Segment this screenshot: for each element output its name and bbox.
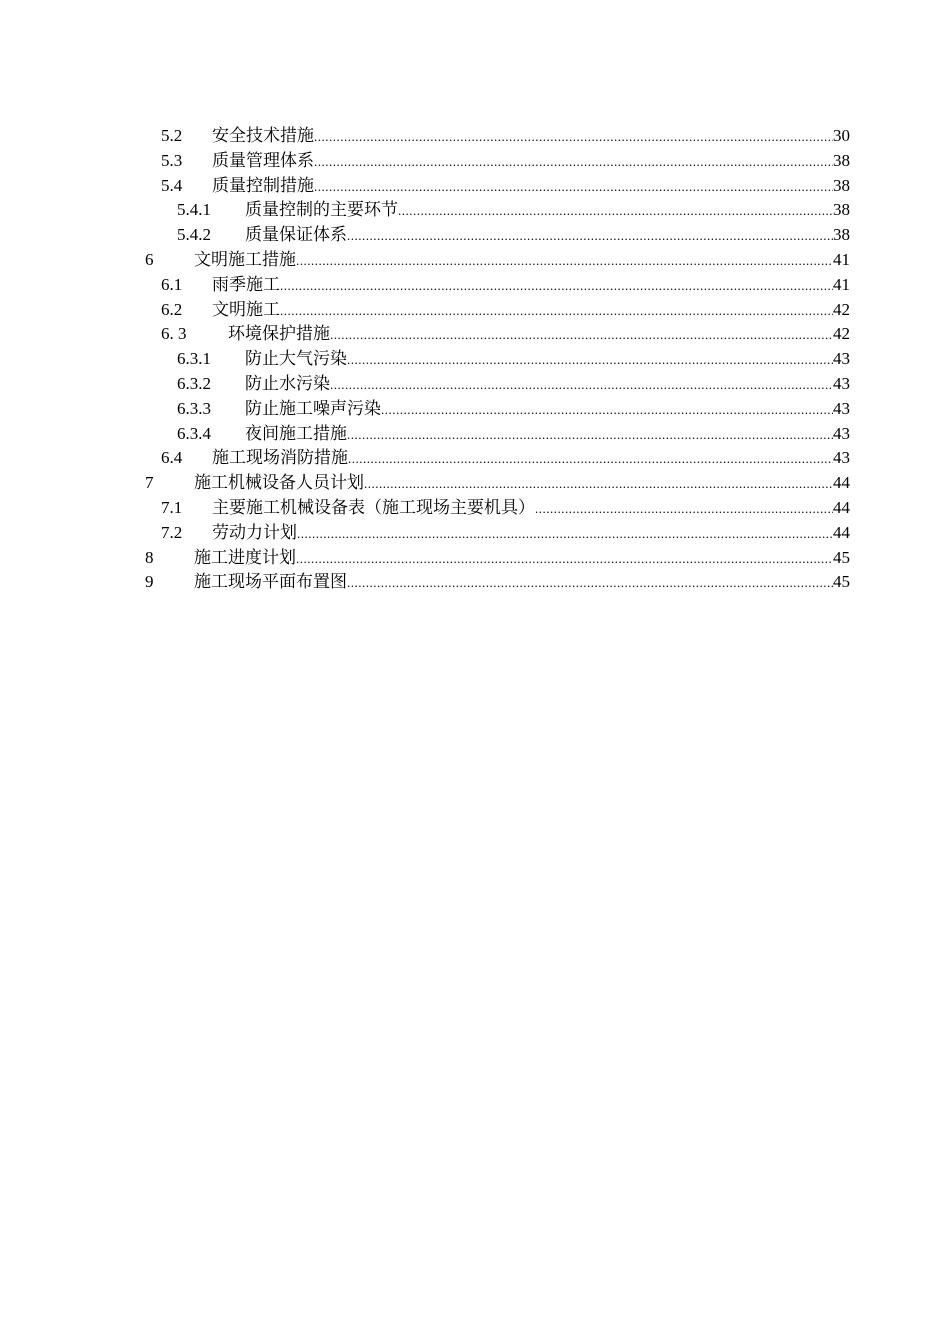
toc-entry-number: 6.3.4: [177, 423, 211, 443]
toc-entry[interactable]: [0, 248, 950, 273]
toc-entry-title: 环境保护措施: [228, 322, 330, 347]
toc-entry-title: 主要施工机械设备表（施工现场主要机具）: [212, 496, 535, 521]
toc-entry-title: 质量控制的主要环节: [245, 198, 398, 223]
toc-entry-title: 质量保证体系: [245, 223, 347, 248]
toc-entry-number: 6.1: [161, 274, 183, 294]
toc-entry-page: 44: [833, 497, 850, 517]
toc-entry-title: 安全技术措施: [212, 124, 314, 149]
table-of-contents: [0, 124, 950, 595]
toc-entry-number: 6.3.1: [177, 349, 211, 369]
toc-entry[interactable]: [0, 124, 950, 149]
toc-entry-page: 42: [833, 324, 850, 344]
toc-entry-line: [245, 198, 850, 224]
toc-leader-dots: [280, 274, 833, 299]
toc-entry-title: 施工现场消防措施: [212, 446, 348, 471]
toc-entry-number: 5.4.1: [177, 200, 211, 220]
toc-entry-page: 38: [833, 200, 850, 220]
toc-leader-dots: [535, 497, 833, 522]
toc-leader-dots: [398, 199, 833, 224]
toc-entry-page: 45: [833, 547, 850, 567]
toc-entry-line: [245, 422, 850, 448]
toc-entry-page: 30: [833, 126, 850, 145]
toc-entry-line: [194, 471, 850, 497]
toc-entry-title: 防止水污染: [245, 372, 330, 397]
toc-leader-dots: [330, 323, 833, 348]
toc-entry[interactable]: [0, 372, 950, 397]
toc-entry-page: 43: [833, 448, 850, 468]
toc-entry-title: 文明施工措施: [194, 248, 296, 273]
toc-entry-number: 9: [145, 572, 154, 592]
toc-entry-number: 7: [145, 473, 154, 493]
toc-leader-dots: [314, 175, 833, 200]
toc-entry-page: 41: [833, 274, 850, 294]
toc-entry-line: [212, 521, 850, 547]
toc-entry-line: [245, 347, 850, 373]
toc-entry-number: 5.2: [161, 126, 183, 145]
toc-entry-page: 38: [833, 225, 850, 245]
toc-entry[interactable]: [0, 446, 950, 471]
toc-entry-number: 5.4.2: [177, 225, 211, 245]
toc-entry-page: 44: [833, 522, 850, 542]
toc-entry-page: 41: [833, 249, 850, 269]
toc-entry-title: 防止施工噪声污染: [245, 397, 381, 422]
toc-leader-dots: [296, 547, 833, 572]
toc-entry-number: 5.4: [161, 175, 183, 195]
toc-entry-line: [245, 223, 850, 249]
toc-entry-title: 雨季施工: [212, 273, 280, 298]
toc-entry-page: 38: [833, 175, 850, 195]
toc-entry-number: 6.3.2: [177, 373, 211, 393]
toc-entry[interactable]: [0, 570, 950, 595]
toc-entry-line: [212, 446, 850, 472]
toc-entry-line: [194, 570, 850, 596]
toc-entry[interactable]: [0, 471, 950, 496]
toc-leader-dots: [347, 571, 833, 596]
toc-entry-line: [212, 149, 850, 175]
toc-leader-dots: [280, 299, 833, 324]
toc-leader-dots: [314, 150, 833, 175]
toc-entry-line: [194, 248, 850, 274]
toc-entry-page: 45: [833, 572, 850, 592]
toc-entry-number: 7.2: [161, 522, 183, 542]
toc-entry-number: 6.4: [161, 448, 183, 468]
toc-entry-number: 6.2: [161, 299, 183, 319]
toc-entry-title: 劳动力计划: [212, 521, 297, 546]
toc-entry-page: 42: [833, 299, 850, 319]
toc-entry-page: 38: [833, 150, 850, 170]
toc-entry[interactable]: [0, 347, 950, 372]
toc-entry-title: 质量管理体系: [212, 149, 314, 174]
toc-entry-line: [212, 273, 850, 299]
toc-leader-dots: [364, 472, 833, 497]
toc-entry[interactable]: [0, 496, 950, 521]
toc-entry[interactable]: [0, 322, 950, 347]
toc-leader-dots: [314, 125, 833, 150]
toc-entry[interactable]: [0, 273, 950, 298]
toc-entry-title: 夜间施工措施: [245, 422, 347, 447]
toc-entry[interactable]: [0, 149, 950, 174]
toc-entry-page: 43: [833, 349, 850, 369]
toc-entry[interactable]: [0, 422, 950, 447]
toc-entry-number: 6.3.3: [177, 398, 211, 418]
toc-entry-line: [245, 372, 850, 398]
toc-entry-line: [245, 397, 850, 423]
toc-leader-dots: [347, 423, 833, 448]
toc-entry-line: [212, 174, 850, 200]
toc-entry-line: [212, 298, 850, 324]
toc-entry[interactable]: [0, 546, 950, 571]
toc-entry-page: 43: [833, 423, 850, 443]
toc-entry-title: 施工进度计划: [194, 546, 296, 571]
toc-entry[interactable]: [0, 521, 950, 546]
toc-entry-page: 43: [833, 398, 850, 418]
toc-entry-title: 防止大气污染: [245, 347, 347, 372]
toc-entry-page: 43: [833, 373, 850, 393]
toc-entry-number: 7.1: [161, 497, 183, 517]
toc-entry-line: [228, 322, 850, 348]
toc-entry[interactable]: [0, 174, 950, 199]
toc-entry-line: [212, 496, 850, 522]
toc-entry-page: 44: [833, 473, 850, 493]
toc-entry[interactable]: [0, 198, 950, 223]
toc-leader-dots: [381, 398, 833, 423]
toc-leader-dots: [347, 224, 833, 249]
toc-entry[interactable]: [0, 223, 950, 248]
toc-entry-line: [212, 124, 850, 150]
toc-entry[interactable]: [0, 298, 950, 323]
toc-entry-number: 5.3: [161, 150, 183, 170]
toc-entry-title: 施工现场平面布置图: [194, 570, 347, 595]
toc-entry-title: 质量控制措施: [212, 174, 314, 199]
toc-entry-number: 6. 3: [161, 324, 187, 344]
toc-leader-dots: [347, 348, 833, 373]
toc-leader-dots: [330, 373, 833, 398]
toc-leader-dots: [296, 249, 833, 274]
toc-entry[interactable]: [0, 397, 950, 422]
toc-entry-title: 施工机械设备人员计划: [194, 471, 364, 496]
toc-entry-number: 6: [145, 249, 154, 269]
toc-entry-title: 文明施工: [212, 298, 280, 323]
toc-entry-line: [194, 546, 850, 572]
toc-leader-dots: [297, 522, 833, 547]
toc-entry-number: 8: [145, 547, 154, 567]
toc-leader-dots: [348, 447, 833, 472]
